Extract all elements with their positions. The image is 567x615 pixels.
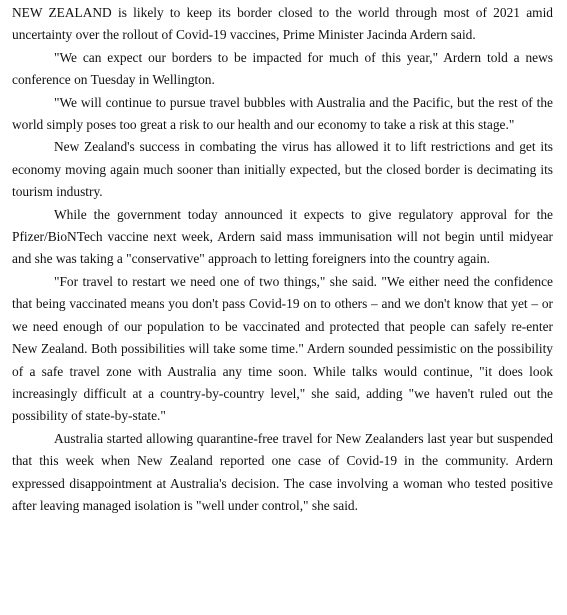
paragraph-1: NEW ZEALAND is likely to keep its border closed to the world through most of 2021 amid uncertainty over the rollout of Covid-19 vaccines, Prime Minister Jacinda Ardern said. (12, 5, 553, 43)
article-body (12, 2, 553, 517)
paragraph-7: Australia started allowing quarantine-free travel for New Zealanders last year but suspended that this week when New Zealand reported one case of Covid-19 in the community. Ardern expressed disappointment at Australia's decision. The case involving a woman who tested positive after leaving managed isolation is "well under control," she said. (12, 430, 553, 513)
paragraph-2: "We can expect our borders to be impacted for much of this year," Ardern told a news conference on Tuesday in Wellington. (12, 49, 553, 88)
paragraph-6: "For travel to restart we need one of two things," she said. "We either need the confidence that being vaccinated means you don't pass Covid-19 on to others – and we don't know that yet – or we need enough of our population to be vaccinated and protected that people can safely re-enter New Zealand. Both possibilities will take some time." Ardern sounded pessimistic on the possibility of a safe travel zone with Australia any time soon. While talks would continue, "it does look increasingly difficult at a country-by-country level," she said, adding "we haven't ruled out the possibility of state-by-state." (12, 273, 553, 424)
paragraph-5: While the government today announced it expects to give regulatory approval for the Pfizer/BioNTech vaccine next week, Ardern said mass immunisation will not begin until midyear and she was taking a "conservative" approach to letting foreigners into the country again. (12, 206, 553, 267)
paragraph-3: "We will continue to pursue travel bubbles with Australia and the Pacific, but the rest of the world simply poses too great a risk to our health and our economy to take a risk at this stage." (12, 94, 553, 133)
paragraph-4: New Zealand's success in combating the virus has allowed it to lift restrictions and get its economy moving again much sooner than initially expected, but the closed border is decimating its tourism industry. (12, 139, 553, 200)
